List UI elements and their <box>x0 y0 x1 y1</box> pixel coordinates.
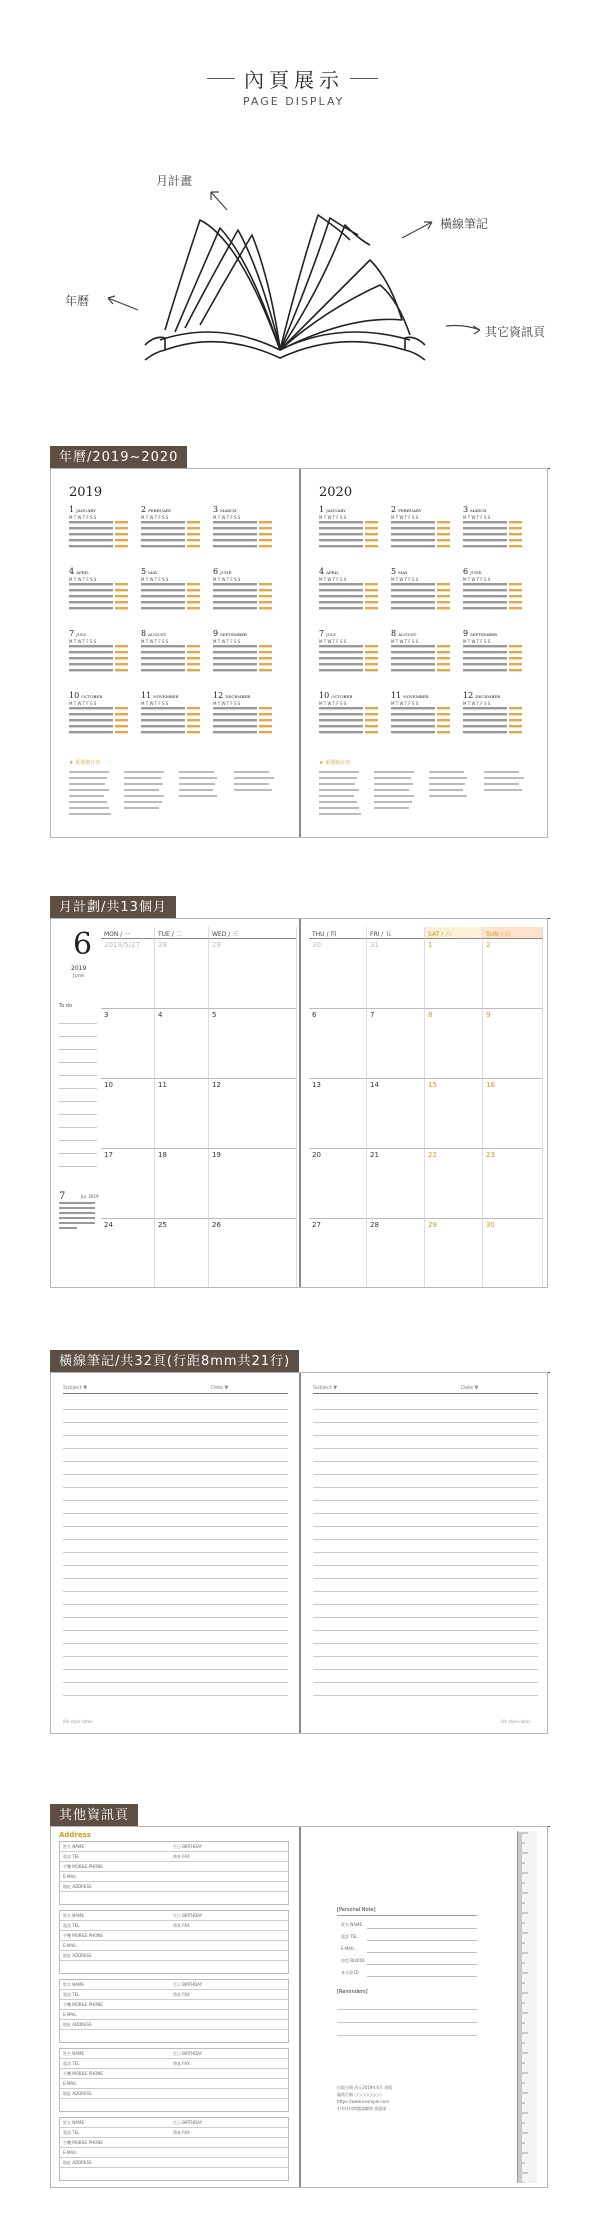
day-cell[interactable]: 28 <box>367 1219 425 1288</box>
month-heading: 5 MAY <box>141 567 158 576</box>
weekday-row: M T W T F S S <box>391 639 419 644</box>
weekday-row: M T W T F S S <box>69 515 97 520</box>
month-days <box>69 582 129 614</box>
weekday-header: FRI / 五 <box>367 927 425 939</box>
field-label: E-MAIL <box>63 1874 77 1879</box>
personal-rule <box>337 1915 477 1916</box>
weekday-header: MON / 一 <box>101 927 155 939</box>
weekday-row: M T W T F S S <box>213 701 241 706</box>
day-cell[interactable]: 4 <box>155 1009 209 1079</box>
subject-label-right: Subject ▼ <box>313 1385 338 1391</box>
month-block <box>69 629 135 687</box>
lined-spread <box>50 1372 548 1734</box>
field-label: 手機 MOBILE PHONE <box>63 1933 103 1938</box>
address-row <box>60 2020 288 2030</box>
weekday-row: M T W T F S S <box>69 701 97 706</box>
day-cell[interactable]: 13 <box>309 1079 367 1149</box>
month-heading: 12 DECEMBER <box>463 691 501 700</box>
month-block <box>463 567 529 625</box>
page-subtitle: PAGE DISPLAY <box>243 95 345 108</box>
month-heading: 10 OCTOBER <box>319 691 353 700</box>
month-block <box>69 691 135 749</box>
field-label: E-MAIL <box>63 2081 77 2086</box>
monthly-spread <box>50 918 548 1288</box>
field-label: 地址 ADDRESS <box>63 2091 92 2096</box>
footer-line-3: https://www.example.com <box>337 2099 390 2104</box>
month-block <box>463 691 529 749</box>
month-days <box>391 644 451 676</box>
weekday-header: TUE / 二 <box>155 927 209 939</box>
section-label-lined: 橫線筆記/共32頁(行距8mm共21行) <box>50 1350 299 1373</box>
month-heading: 6 JUNE <box>213 567 232 576</box>
day-cell[interactable]: 2019/5/27 <box>101 939 155 1009</box>
month-days <box>141 706 201 738</box>
field-label: E-MAIL <box>63 2150 77 2155</box>
month-block <box>319 629 385 687</box>
field-label: 姓名 NAME <box>63 1913 84 1918</box>
month-days <box>319 520 379 552</box>
open-book-illustration <box>140 200 430 370</box>
address-row <box>60 2000 288 2010</box>
weekday-row: M T W T F S S <box>319 515 347 520</box>
weekday-header: THU / 四 <box>309 927 367 939</box>
pn-name-line <box>367 1928 477 1929</box>
month-days <box>391 706 451 738</box>
mini-calendar <box>59 1202 99 1230</box>
weekday-row: M T W T F S S <box>463 515 491 520</box>
mini-month-number: 7 <box>59 1191 66 1202</box>
weekday-row: M T W T F S S <box>319 639 347 644</box>
month-heading: 9 SEPTEMBER <box>463 629 497 638</box>
month-days <box>213 582 273 614</box>
day-cell[interactable]: 31 <box>367 939 425 1009</box>
month-days <box>319 706 379 738</box>
weekday-header: SUN / 日 <box>483 927 543 939</box>
callout-monthly: 月計畫 <box>156 174 193 188</box>
day-cell[interactable]: 30 <box>483 1219 543 1288</box>
day-cell[interactable]: 26 <box>209 1219 297 1288</box>
month-days <box>141 582 201 614</box>
month-block <box>69 567 135 625</box>
address-row <box>60 2069 288 2079</box>
month-block <box>319 567 385 625</box>
pn-id-line <box>367 1976 477 1977</box>
callout-lined: 橫線筆記 <box>440 217 489 231</box>
month-block <box>213 567 279 625</box>
field-label: 地址 ADDRESS <box>63 2160 92 2165</box>
field-label: 傳真 FAX <box>173 2061 190 2066</box>
year-2019: 2019 <box>69 485 103 500</box>
footer-left: life style notes <box>63 1719 93 1724</box>
day-cell[interactable]: 18 <box>155 1149 209 1219</box>
month-heading: 8 AUGUST <box>141 629 167 638</box>
month-days <box>69 706 129 738</box>
day-cell[interactable]: 2 <box>483 939 543 1009</box>
day-cell[interactable]: 12 <box>209 1079 297 1149</box>
weekday-row: M T W T F S S <box>141 515 169 520</box>
field-label: 傳真 FAX <box>173 2130 190 2135</box>
day-cell[interactable]: 16 <box>483 1079 543 1149</box>
month-block <box>141 691 207 749</box>
weekday-header: WED / 三 <box>209 927 297 939</box>
month-heading: 11 NOVEMBER <box>391 691 429 700</box>
holiday-title-2019: ★ 重要節日表 <box>69 760 101 766</box>
field-label: 生日 BIRTHDAY <box>173 2051 203 2056</box>
weekday-row: M T W T F S S <box>141 639 169 644</box>
month-heading: 7 JULY <box>319 629 337 638</box>
month-heading: 6 JUNE <box>463 567 482 576</box>
field-label: 電話 TEL <box>63 2130 80 2135</box>
address-row <box>60 1862 288 1872</box>
field-label: E-MAIL <box>63 2012 77 2017</box>
day-cell[interactable]: 28 <box>155 939 209 1009</box>
section-label-yearly: 年曆/2019~2020 <box>50 446 187 469</box>
day-cell[interactable]: 10 <box>101 1079 155 1149</box>
day-cell[interactable]: 29 <box>425 1219 483 1288</box>
address-card <box>59 2117 289 2181</box>
reminders-lines <box>337 1997 477 2037</box>
field-label: 生日 BIRTHDAY <box>173 2120 203 2125</box>
address-row <box>60 2138 288 2148</box>
weekday-row: M T W T F S S <box>213 515 241 520</box>
month-days <box>69 644 129 676</box>
day-cell[interactable]: 20 <box>309 1149 367 1219</box>
month-heading: 9 SEPTEMBER <box>213 629 247 638</box>
month-days <box>213 706 273 738</box>
weekday-row: M T W T F S S <box>319 701 347 706</box>
pn-tel-line <box>367 1940 477 1941</box>
month-name: June <box>73 973 84 979</box>
month-days <box>213 520 273 552</box>
month-heading: 2 FEBRUARY <box>141 505 172 514</box>
day-cell[interactable]: 25 <box>155 1219 209 1288</box>
field-label: 生日 BIRTHDAY <box>173 1913 203 1918</box>
field-label: 傳真 FAX <box>173 1854 190 1859</box>
address-row <box>60 2079 288 2089</box>
day-cell[interactable]: 5 <box>209 1009 297 1079</box>
pn-blood-line <box>367 1964 477 1965</box>
month-block <box>213 629 279 687</box>
month-days <box>463 582 523 614</box>
month-heading: 5 MAY <box>391 567 408 576</box>
field-label: 地址 ADDRESS <box>63 2022 92 2027</box>
address-row <box>60 1951 288 1961</box>
month-block <box>69 505 135 563</box>
month-block <box>141 567 207 625</box>
month-block <box>213 691 279 749</box>
address-card <box>59 1979 289 2043</box>
address-row <box>60 1980 288 1990</box>
day-cell[interactable]: 23 <box>483 1149 543 1219</box>
ruled-lines-left <box>63 1397 288 1707</box>
day-cell[interactable]: 9 <box>483 1009 543 1079</box>
book-spine <box>299 1827 301 2188</box>
arrow-right-icon <box>442 318 486 338</box>
subject-label-left: Subject ▼ <box>63 1385 88 1391</box>
month-days <box>463 706 523 738</box>
address-row <box>60 2158 288 2168</box>
pn-blood-label: 血型 BLOOD <box>341 1958 365 1963</box>
callout-yearly: 年曆 <box>65 294 90 308</box>
month-block <box>213 505 279 563</box>
month-block <box>319 505 385 563</box>
weekday-row: M T W T F S S <box>391 577 419 582</box>
day-cell[interactable]: 27 <box>309 1219 367 1288</box>
month-block <box>141 629 207 687</box>
month-heading: 11 NOVEMBER <box>141 691 179 700</box>
address-row <box>60 2010 288 2020</box>
month-heading: 4 APRIL <box>319 567 339 576</box>
holiday-list-2020 <box>319 769 529 824</box>
month-days <box>391 582 451 614</box>
field-label: 傳真 FAX <box>173 1992 190 1997</box>
month-block <box>391 629 457 687</box>
book-spine <box>299 919 301 1288</box>
field-label: 姓名 NAME <box>63 2051 84 2056</box>
field-label: 地址 ADDRESS <box>63 1953 92 1958</box>
day-cell[interactable]: 30 <box>309 939 367 1009</box>
month-heading: 8 AUGUST <box>391 629 417 638</box>
month-days <box>69 520 129 552</box>
address-title: Address <box>59 1831 91 1839</box>
address-row <box>60 2049 288 2059</box>
field-label: 電話 TEL <box>63 1992 80 1997</box>
month-block <box>141 505 207 563</box>
month-heading: 3 MARCH <box>213 505 237 514</box>
weekday-header: SAT / 六 <box>425 927 483 939</box>
footer-line-1: 出版日期 西元2019年6月 初版 <box>337 2085 393 2090</box>
day-cell[interactable]: 3 <box>101 1009 155 1079</box>
month-days <box>141 644 201 676</box>
yearly-spread <box>50 468 548 838</box>
month-days <box>213 644 273 676</box>
month-heading: 4 APRIL <box>69 567 89 576</box>
footer-right: life style notes <box>501 1719 531 1724</box>
arrow-up-left-icon <box>205 186 235 216</box>
field-label: 地址 ADDRESS <box>63 1884 92 1889</box>
month-days <box>319 644 379 676</box>
weekday-row: M T W T F S S <box>213 639 241 644</box>
address-row <box>60 1941 288 1951</box>
day-cell[interactable]: 11 <box>155 1079 209 1149</box>
month-days <box>391 520 451 552</box>
month-year: 2019 <box>71 965 87 972</box>
address-row <box>60 2128 288 2138</box>
year-2020: 2020 <box>319 485 353 500</box>
personal-note-title: [Personal Note] <box>337 1907 376 1913</box>
field-label: 手機 MOBILE PHONE <box>63 2002 103 2007</box>
date-label-left: Date ▼ <box>211 1385 229 1391</box>
weekday-row: M T W T F S S <box>319 577 347 582</box>
address-row <box>60 1911 288 1921</box>
field-label: 傳真 FAX <box>173 1923 190 1928</box>
month-heading: 1 JANUARY <box>69 505 96 514</box>
pn-name-label: 姓名 NAME <box>341 1922 362 1927</box>
field-label: 手機 MOBILE PHONE <box>63 2071 103 2076</box>
address-row <box>60 2148 288 2158</box>
arrow-left-icon <box>102 292 142 316</box>
title-line-left <box>207 78 235 79</box>
field-label: E-MAIL <box>63 1943 77 1948</box>
pn-id-label: 身分證 ID <box>341 1970 359 1975</box>
month-block <box>319 691 385 749</box>
weekday-row: M T W T F S S <box>463 701 491 706</box>
day-cell[interactable]: 1 <box>425 939 483 1009</box>
book-spine <box>299 469 301 838</box>
day-cell[interactable]: 6 <box>309 1009 367 1079</box>
todo-lines <box>59 1011 97 1176</box>
field-label: 生日 BIRTHDAY <box>173 1982 203 1987</box>
month-block <box>463 505 529 563</box>
weekday-row: M T W T F S S <box>213 577 241 582</box>
date-label-right: Date ▼ <box>461 1385 479 1391</box>
month-heading: 7 JULY <box>69 629 87 638</box>
field-label: 電話 TEL <box>63 1923 80 1928</box>
field-label: 手機 MOBILE PHONE <box>63 2140 103 2145</box>
address-card <box>59 1841 289 1905</box>
address-row <box>60 1931 288 1941</box>
book-spine <box>299 1373 301 1734</box>
footer-line-4: 若有任何問題請聯絡 客服部 <box>337 2106 387 2111</box>
holiday-title-2020: ★ 重要節日表 <box>319 760 351 766</box>
address-row <box>60 1990 288 2000</box>
day-cell[interactable]: 14 <box>367 1079 425 1149</box>
month-block <box>391 691 457 749</box>
address-row <box>60 1921 288 1931</box>
address-row <box>60 2089 288 2099</box>
month-days <box>319 582 379 614</box>
day-cell[interactable]: 29 <box>209 939 297 1009</box>
ruler <box>517 1831 537 2183</box>
reminders-title: [Reminders] <box>337 1989 368 1995</box>
todo-label: To do <box>59 1003 73 1009</box>
day-cell[interactable]: 8 <box>425 1009 483 1079</box>
month-heading: 10 OCTOBER <box>69 691 103 700</box>
field-label: 姓名 NAME <box>63 1844 84 1849</box>
month-block <box>463 629 529 687</box>
holiday-list-2019 <box>69 769 279 824</box>
month-block <box>391 505 457 563</box>
month-days <box>463 520 523 552</box>
address-row <box>60 2118 288 2128</box>
address-card <box>59 1910 289 1974</box>
weekday-row: M T W T F S S <box>69 639 97 644</box>
month-heading: 3 MARCH <box>463 505 487 514</box>
field-label: 生日 BIRTHDAY <box>173 1844 203 1849</box>
month-days <box>141 520 201 552</box>
ruler-ticks <box>518 1831 538 2183</box>
month-number: 6 <box>73 927 93 962</box>
day-cell[interactable]: 21 <box>367 1149 425 1219</box>
address-row <box>60 1852 288 1862</box>
other-spread <box>50 1826 548 2188</box>
day-cell[interactable]: 15 <box>425 1079 483 1149</box>
month-days <box>463 644 523 676</box>
address-card <box>59 2048 289 2112</box>
month-heading: 12 DECEMBER <box>213 691 251 700</box>
weekday-row: M T W T F S S <box>391 515 419 520</box>
day-cell[interactable]: 24 <box>101 1219 155 1288</box>
footer-line-2: 廠商名稱 ○○○○○○○○ <box>337 2092 383 2097</box>
arrow-up-right-icon <box>398 218 438 242</box>
month-heading: 2 FEBRUARY <box>391 505 422 514</box>
address-row <box>60 2059 288 2069</box>
field-label: 姓名 NAME <box>63 1982 84 1987</box>
month-block <box>391 567 457 625</box>
ruled-lines-right <box>313 1397 538 1707</box>
field-label: 姓名 NAME <box>63 2120 84 2125</box>
weekday-row: M T W T F S S <box>463 639 491 644</box>
weekday-row: M T W T F S S <box>391 701 419 706</box>
mini-month-label: Jul. 2019 <box>81 1194 99 1199</box>
field-label: 電話 TEL <box>63 2061 80 2066</box>
pn-email-line <box>367 1952 477 1953</box>
section-label-other: 其他資訊頁 <box>50 1804 138 1827</box>
day-cell[interactable]: 7 <box>367 1009 425 1079</box>
weekday-row: M T W T F S S <box>141 577 169 582</box>
header-rule-left <box>63 1393 288 1394</box>
day-cell[interactable]: 19 <box>209 1149 297 1219</box>
title-line-right <box>350 78 378 79</box>
header-rule-right <box>313 1393 538 1394</box>
address-row <box>60 1872 288 1882</box>
field-label: 電話 TEL <box>63 1854 80 1859</box>
pn-tel-label: 電話 TEL <box>341 1934 358 1939</box>
callout-other: 其它資訊頁 <box>485 325 546 339</box>
pn-email-label: E-MAIL <box>341 1946 355 1951</box>
field-label: 手機 MOBILE PHONE <box>63 1864 103 1869</box>
page-title: 內頁展示 <box>244 68 344 92</box>
weekday-row: M T W T F S S <box>141 701 169 706</box>
address-row <box>60 1842 288 1852</box>
day-cell[interactable]: 22 <box>425 1149 483 1219</box>
section-label-monthly: 月計劃/共13個月 <box>50 896 176 919</box>
address-row <box>60 1882 288 1892</box>
day-cell[interactable]: 17 <box>101 1149 155 1219</box>
weekday-row: M T W T F S S <box>463 577 491 582</box>
weekday-row: M T W T F S S <box>69 577 97 582</box>
month-heading: 1 JANUARY <box>319 505 346 514</box>
